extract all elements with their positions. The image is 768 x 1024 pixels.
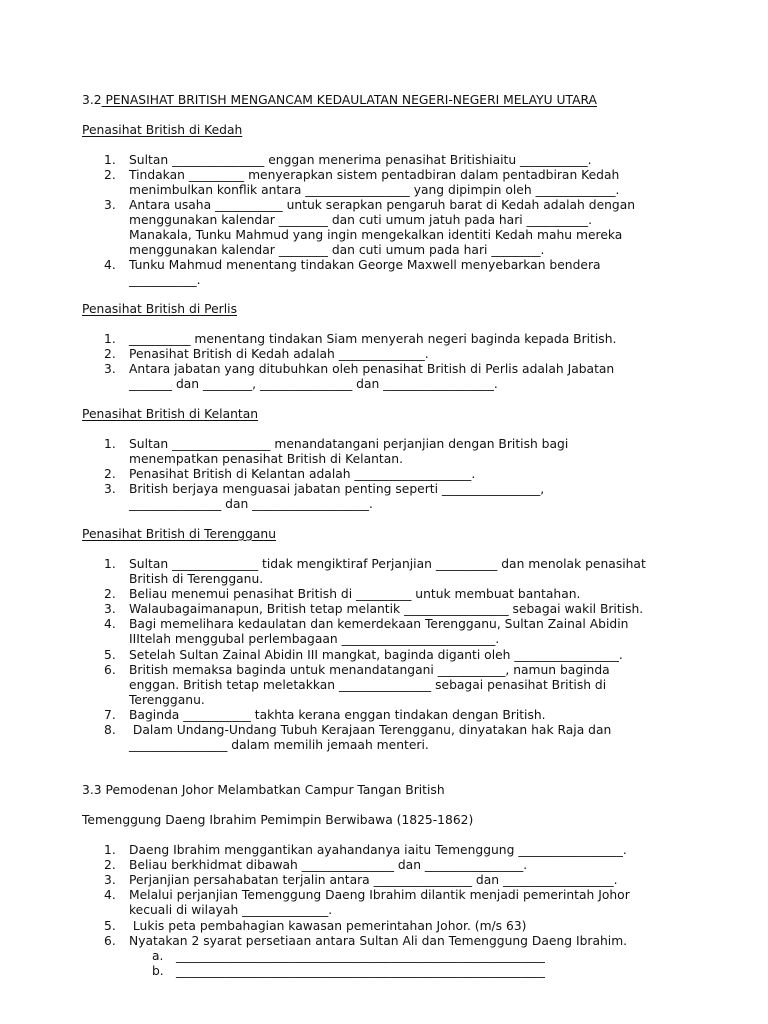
temenggung-heading: Temenggung Daeng Ibrahim Pemimpin Berwibawa (1825-1862) [82,813,474,827]
perlis-item-3-number: 3. [104,362,116,376]
terengganu-item-4-line-2: IIItelah menggubal perlembagaan _________________________. [129,632,500,646]
perlis-item-2-line-1: Penasihat British di Kedah adalah ______________. [129,347,429,361]
answer-line-b[interactable]: ____________________________________________________________ [176,964,545,978]
terengganu-item-1-line-1: Sultan ______________ tidak mengiktiraf Perjanjian __________ dan menolak penasihat [129,557,646,571]
temenggung-item-1-number: 1. [104,843,116,857]
perlis-item-3-line-1: Antara jabatan yang ditubuhkan oleh penasihat British di Perlis adalah Jabatan [129,362,615,376]
terengganu-item-2-line-1: Beliau menemui penasihat British di _________ untuk membuat bantahan. [129,587,581,601]
perlis-item-1-number: 1. [104,332,116,346]
kelantan-item-1-line-2: menempatkan penasihat British di Kelantan. [129,452,403,466]
terengganu-item-6-line-3: Terengganu. [129,693,205,707]
kelantan-item-3-line-2: _______________ dan ___________________. [129,497,373,511]
terengganu-item-5-number: 5. [104,648,116,662]
temenggung-item-4-line-1: Melalui perjanjian Temenggung Daeng Ibrahim dilantik menjadi pemerintah Johor [129,888,630,902]
terengganu-item-2-number: 2. [104,587,116,601]
kedah-item-3-line-1: Antara usaha ___________ untuk serapkan pengaruh barat di Kedah adalah dengan [129,198,636,212]
kedah-item-3-line-2: menggunakan kalendar ________ dan cuti umum jatuh pada hari __________. [129,213,592,227]
terengganu-item-8-line-1: Dalam Undang-Undang Tubuh Kerajaan Terengganu, dinyatakan hak Raja dan [129,723,612,737]
temenggung-item-3-line-1: Perjanjian persahabatan terjalin antara ________________ dan __________________. [129,873,618,887]
kelantan-heading: Penasihat British di Kelantan [82,407,259,421]
answer-line-a[interactable]: ____________________________________________________________ [176,949,545,963]
kedah-item-1-line-1: Sultan _______________ enggan menerima penasihat Britishiaitu ___________. [129,153,592,167]
temenggung-item-2-number: 2. [104,858,116,872]
terengganu-item-4-number: 4. [104,617,116,631]
kedah-item-2-line-1: Tindakan _________ menyerapkan sistem pentadbiran dalam pentadbiran Kedah [129,168,620,182]
terengganu-item-1-number: 1. [104,557,116,571]
kelantan-item-2-number: 2. [104,467,116,481]
temenggung-item-6b-letter: b. [152,964,164,978]
section-3-3-heading: 3.3 Pemodenan Johor Melambatkan Campur Tangan British [82,783,445,797]
section-3-2-heading [82,93,597,108]
terengganu-item-6-line-2: enggan. British tetap meletakkan _______________ sebagai penasihat British di [129,678,607,692]
terengganu-item-3-line-1: Walaubagaimanapun, British tetap melantik _________________ sebagai wakil British. [129,602,644,616]
temenggung-item-2-line-1: Beliau berkhidmat dibawah _______________ dan ________________. [129,858,528,872]
kedah-item-2-number: 2. [104,168,116,182]
perlis-item-2-number: 2. [104,347,116,361]
temenggung-item-4-number: 4. [104,888,116,902]
kelantan-item-1-number: 1. [104,437,116,451]
kedah-item-4-number: 4. [104,258,116,272]
kelantan-item-2-line-1: Penasihat British di Kelantan adalah ___________________. [129,467,476,481]
temenggung-item-4-line-2: kecuali di wilayah ______________. [129,903,333,917]
terengganu-item-1-line-2: British di Terengganu. [129,572,264,586]
temenggung-item-3-number: 3. [104,873,116,887]
kelantan-item-3-line-1: British berjaya menguasai jabatan penting seperti ________________, [129,482,545,496]
terengganu-item-6-number: 6. [104,663,116,677]
terengganu-item-5-line-1: Setelah Sultan Zainal Abidin III mangkat, baginda diganti oleh _________________. [129,648,623,662]
temenggung-item-1-line-1: Daeng Ibrahim menggantikan ayahandanya iaitu Temenggung _________________. [129,843,627,857]
terengganu-item-8-line-2: ________________ dalam memilih jemaah menteri. [129,738,429,752]
temenggung-item-5-number: 5. [104,919,116,933]
perlis-item-3-line-2: _______ dan ________, _______________ dan __________________. [129,377,498,391]
kedah-item-3-line-3: Manakala, Tunku Mahmud yang ingin mengekalkan identiti Kedah mahu mereka [129,228,623,242]
kedah-item-1-number: 1. [104,153,116,167]
temenggung-item-6-number: 6. [104,934,116,948]
terengganu-item-8-number: 8. [104,723,116,737]
kelantan-item-3-number: 3. [104,482,116,496]
terengganu-heading: Penasihat British di Terengganu [82,527,277,541]
kedah-heading: Penasihat British di Kedah [82,123,243,137]
terengganu-item-6-line-1: British memaksa baginda untuk menandatangani ___________, namun baginda [129,663,610,677]
kedah-item-3-line-4: menggunakan kalendar ________ dan cuti umum pada hari ________. [129,243,545,257]
terengganu-item-7-number: 7. [104,708,116,722]
kelantan-item-1-line-1: Sultan ________________ menandatangani perjanjian dengan British bagi [129,437,569,451]
terengganu-item-3-number: 3. [104,602,116,616]
temenggung-item-6a-letter: a. [152,949,164,963]
temenggung-item-6-line-1: Nyatakan 2 syarat persetiaan antara Sultan Ali dan Temenggung Daeng Ibrahim. [129,934,628,948]
section-3-2-number: 3.2 [82,93,102,107]
terengganu-item-4-line-1: Bagi memelihara kedaulatan dan kemerdekaan Terengganu, Sultan Zainal Abidin [129,617,629,631]
kedah-item-3-number: 3. [104,198,116,212]
terengganu-item-7-line-1: Baginda ___________ takhta kerana enggan tindakan dengan British. [129,708,546,722]
kedah-item-4-line-2: ___________. [129,273,201,287]
section-3-2-title: PENASIHAT BRITISH MENGANCAM KEDAULATAN NEGERI-NEGERI MELAYU UTARA [101,93,597,107]
kedah-item-2-line-2: menimbulkan konflik antara _________________ yang dipimpin oleh _____________. [129,183,620,197]
kedah-item-4-line-1: Tunku Mahmud menentang tindakan George Maxwell menyebarkan bendera [129,258,601,272]
perlis-item-1-line-1: __________ menentang tindakan Siam menyerah negeri baginda kepada British. [129,332,617,346]
temenggung-item-5-line-1: Lukis peta pembahagian kawasan pemerintahan Johor. (m/s 63) [129,919,527,933]
perlis-heading: Penasihat British di Perlis [82,302,237,316]
